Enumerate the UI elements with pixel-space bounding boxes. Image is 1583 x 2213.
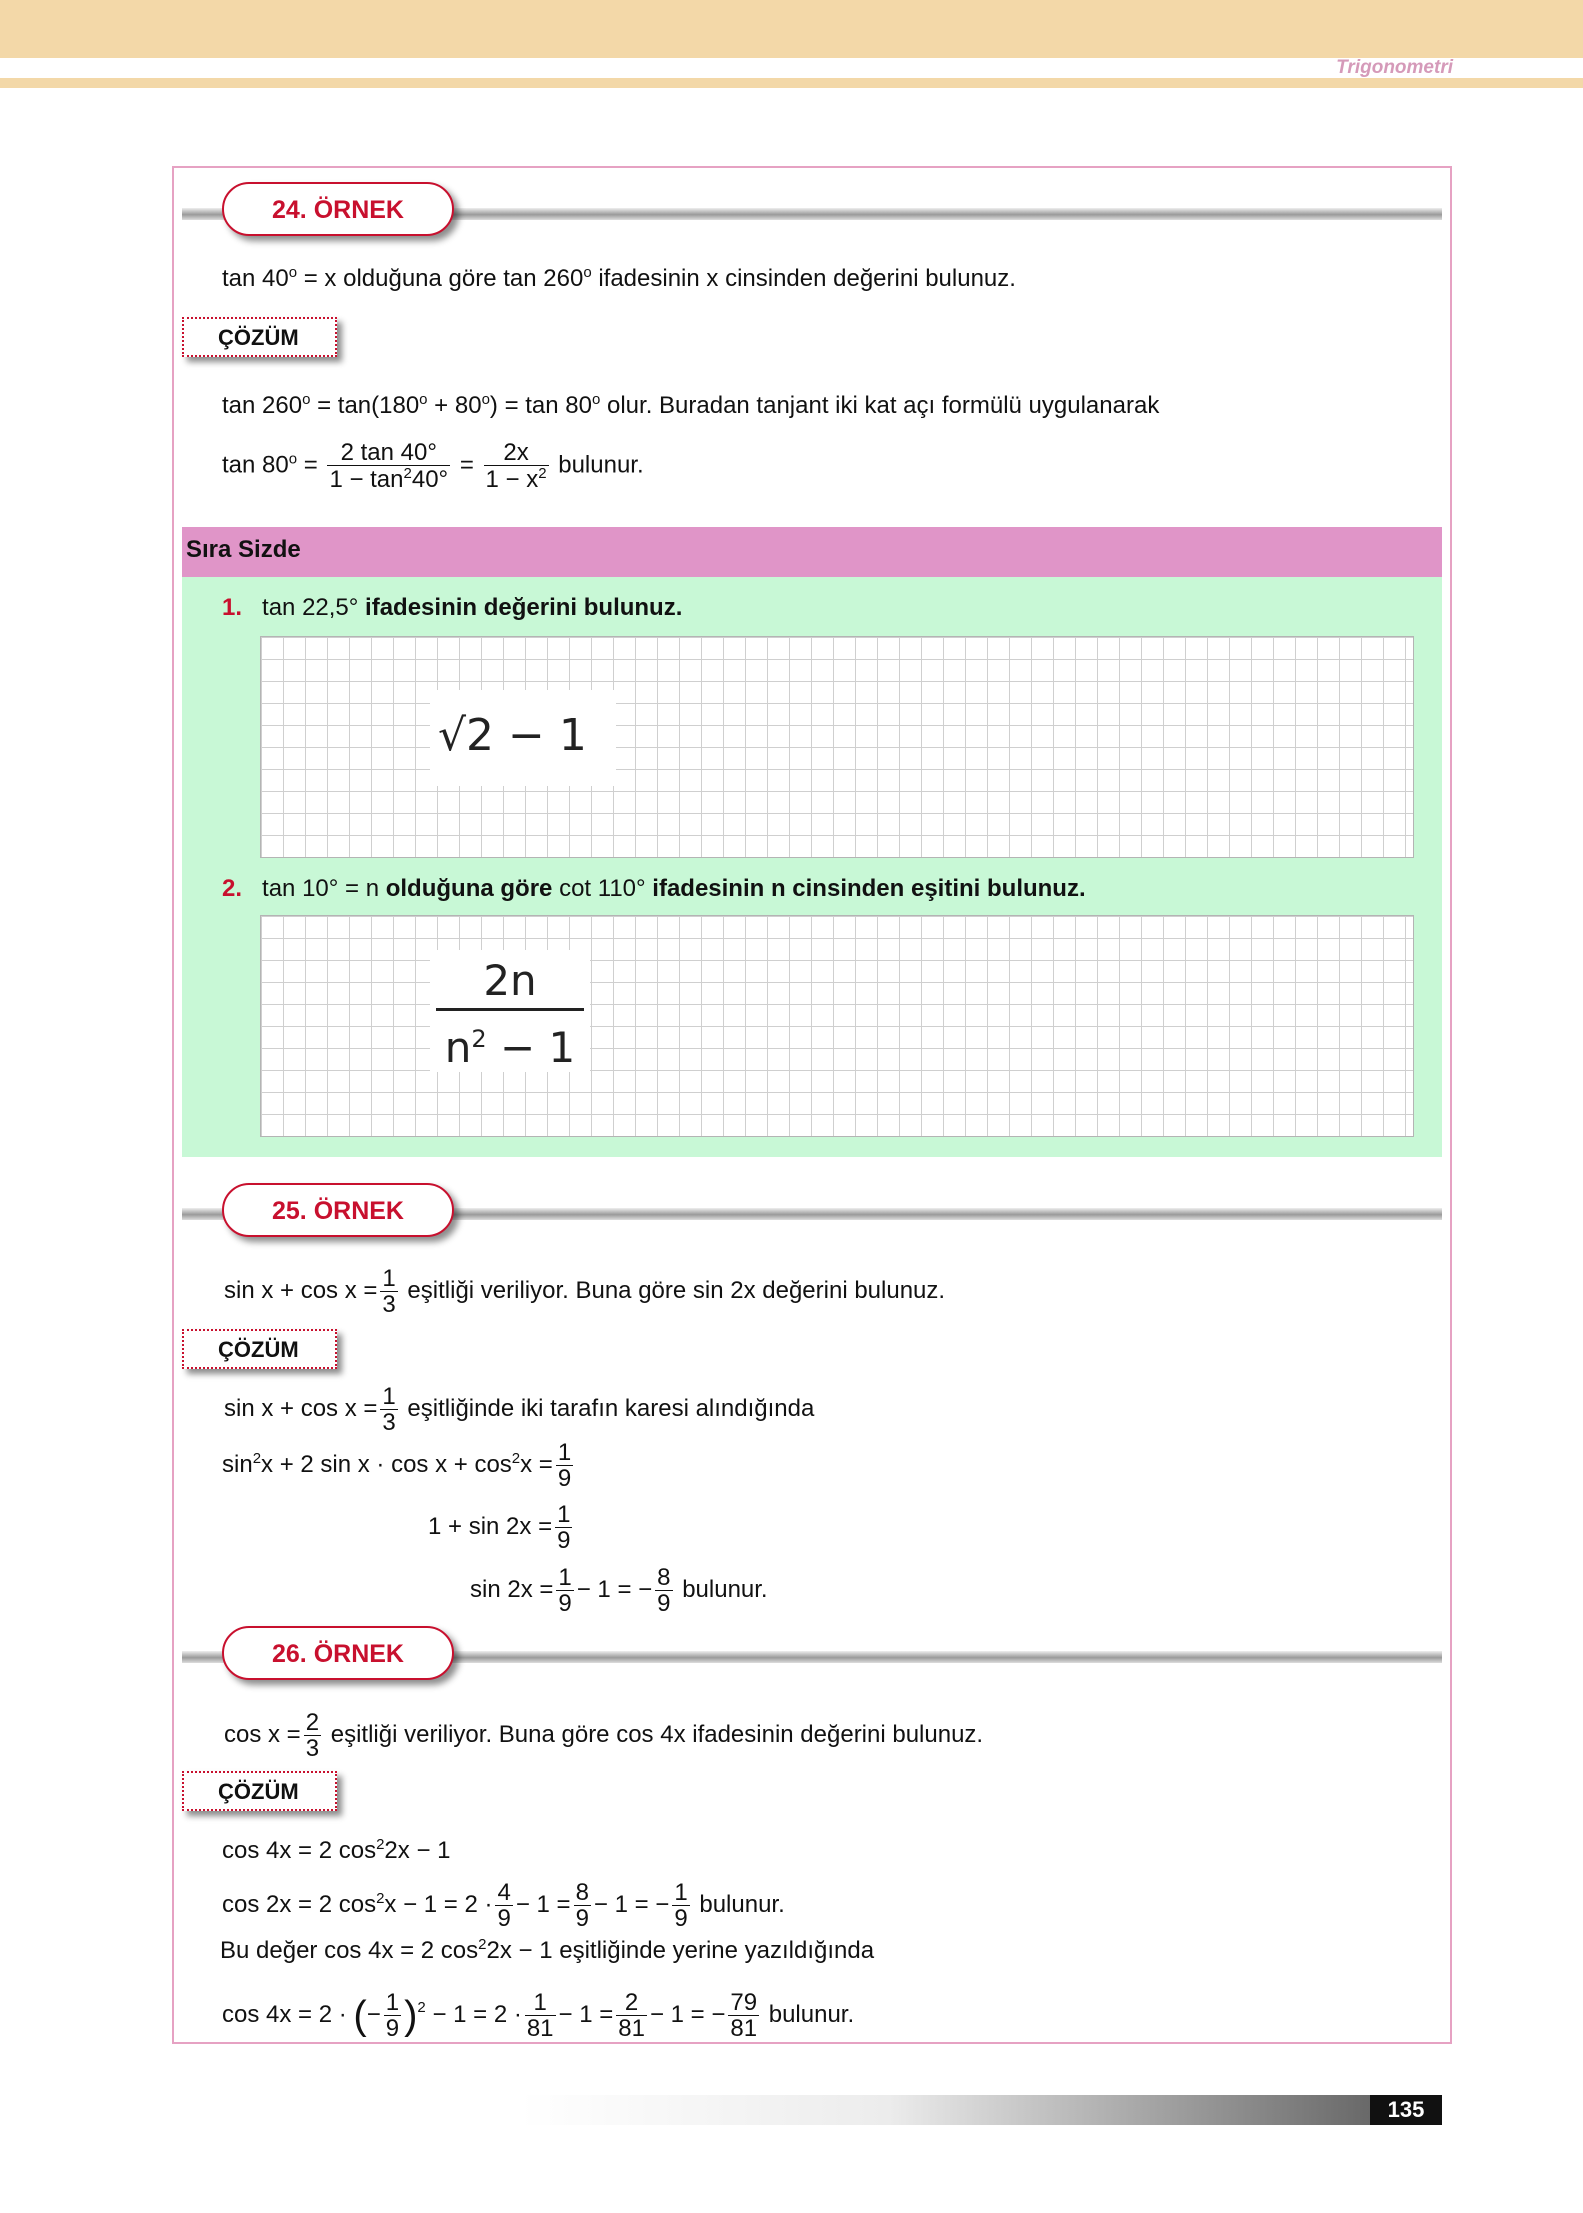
solution-formula: $\tan 80^o$ = $\frac{2 \tan 40^\circ}{1 - \tan^240^\circ}$ = $\frac{2x}{1 - x^2}$ bulunur. <box>222 439 644 494</box>
solution-label: ÇÖZÜM <box>182 317 337 357</box>
answer-1: √2 − 1 <box>430 690 616 786</box>
solution-line-3: 1 + sin 2x = $\frac{1}{9}$ <box>428 1501 571 1555</box>
example-26-question: cos x = $\frac{2}{3}$ eşitliği veriliyor. Buna göre cos 4x ifadesinin değerini bulunuz. <box>224 1709 984 1763</box>
solution-line: $\tan 260^o = \tan(180^o + 80^o) = \tan 80^o$ olur. Buradan tanjant iki kat açı formülü uygulanarak <box>222 391 1160 419</box>
solution-line-1: sin x + cos x = $\frac{1}{3}$ eşitliğinde iki tarafın karesi alındığında <box>224 1383 815 1437</box>
page-number: 135 <box>1370 2095 1442 2125</box>
answer-2: 2n $n^2 - 1$ <box>430 950 590 1072</box>
example-25-label: 25. ÖRNEK <box>222 1183 454 1237</box>
footer-bar <box>520 2095 1442 2125</box>
practice-question-2: 2. tan 10° = n olduğuna göre cot 110° ifadesinin n cinsinden eşitini bulunuz. <box>222 875 1086 902</box>
example-24-question: $\tan 40^o = x$ olduğuna göre tan 260$^o$ ifadesinin x cinsinden değerini bulunuz. <box>222 264 1016 292</box>
solution-line-2: $\sin^2x + 2$ $\sin x \cdot \cos x + \cos^2x$ = $\frac{1}{9}$ <box>222 1439 572 1493</box>
example-26-label: 26. ÖRNEK <box>222 1626 454 1680</box>
solution-line-1: cos 4x = 2 $\cos^22x - 1$ <box>222 1836 451 1864</box>
example-24-label: 24. ÖRNEK <box>222 182 454 236</box>
solution-line-3: Bu değer cos 4x = 2 $\cos^22x - 1$ eşitliğinde yerine yazıldığında <box>220 1936 875 1964</box>
example-25-question: sin x + cos x = $\frac{1}{3}$ eşitliği veriliyor. Buna göre sin 2x değerini bulunuz. <box>224 1265 946 1319</box>
solution-label: ÇÖZÜM <box>182 1329 337 1369</box>
top-band <box>0 0 1583 58</box>
practice-title: Sıra Sizde <box>186 536 301 563</box>
top-line <box>0 78 1583 88</box>
practice-header <box>182 527 1442 577</box>
solution-line-4: sin 2x = $\frac{1}{9}$ − 1 = − $\frac{8}{9}$ bulunur. <box>470 1564 768 1618</box>
running-title: Trigonometri <box>1336 57 1453 78</box>
solution-line-2: cos 2x = 2 $\cos^2x - 1 = 2$ · $\frac{4}{9}$ − 1 = $\frac{8}{9}$ − 1 = − $\frac{1}{9}$ bulunur. <box>222 1879 785 1933</box>
practice-question-1: 1. tan 22,5° ifadesinin değerini bulunuz. <box>222 594 683 621</box>
solution-label: ÇÖZÜM <box>182 1771 337 1811</box>
solution-line-4: cos 4x = 2 · (− $\frac{1}{9}$ )$^2$ − 1 = 2 · $\frac{1}{81}$ − 1 = $\frac{2}{81}$ − 1 = − $\frac{79}{81}$ bulunur. <box>222 1989 855 2043</box>
